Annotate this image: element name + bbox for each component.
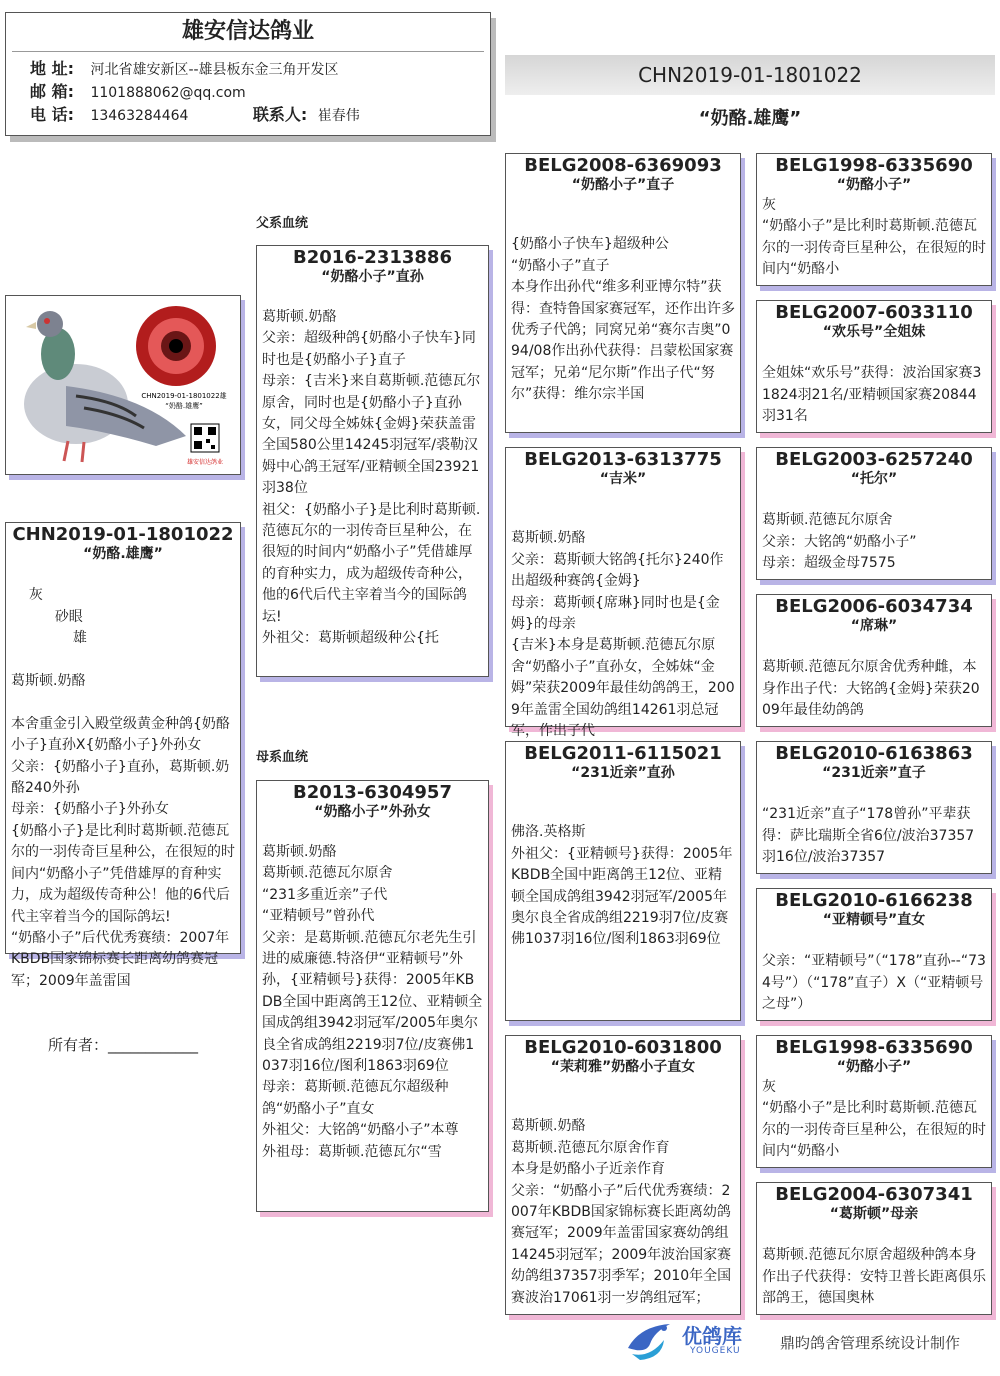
gen4-5-text: “231近亲”直子“178曾孙”平辈获得：萨比瑞斯全省6位/波治37357羽16位/波治37357 (762, 806, 975, 866)
subject-color: 灰 (28, 587, 43, 604)
farm-email-row (6, 81, 490, 104)
subject-sex: 雄 (72, 630, 87, 647)
owner-line: 所有者：____________ (48, 1036, 199, 1054)
gen4-8-text: 葛斯顿.范德瓦尔原舍超级种鸽本身作出子代获得：安特卫普长距离俱乐部鸽王，德国奥林 (762, 1247, 986, 1307)
gen3-card-4 (505, 1035, 741, 1315)
gen4-4-text: 葛斯顿.范德瓦尔原舍优秀种雌，本身作出子代：大铭鸽{金姆}荣获2009年最佳幼鸽鸽 (762, 659, 980, 719)
gen4-3-nick: “托尔” (850, 471, 898, 487)
gen3-1-text: {奶酪小子快车}超级种公 “奶酪小子”直子 本身作出孙代“维多利亚博尔特”获得：查特鲁国家赛冠军，还作出许多优秀子代鸽；同窝兄弟“赛尔吉奥”094/08作出孙代获得：吕蒙松国家赛冠军；兄弟“尼尔斯”作出子代“努尔”获得：维尔宗半国 (511, 236, 735, 403)
gen3-card-3 (505, 741, 741, 1021)
subject-text: 葛斯顿.奶酪 本舍重金引入殿堂级黄金种鸽{奶酪小子}直孙X{奶酪小子}外孙女 父亲：{奶酪小子}直孙，葛斯顿.奶酪240外孙 母亲：{奶酪小子}外孙女 {奶酪小子}是比利时葛斯顿.范德瓦尔的一羽传奇巨星种公，在很短的时间内“奶酪小子”凭借雄厚的育种实力，成为超级传奇种公！他的6代后代主宰着当今的国际鸽坛! “奶酪小子”后代优秀赛绩：2007年KBDB国家锦标赛长距离幼鸽赛冠军；2009年盖雷国 (11, 673, 235, 989)
subject-eye: 砂眼 (54, 608, 83, 625)
photo-ring-text: CHN2019-01-1801022雄 (141, 392, 227, 400)
subject-nick: “奶酪.雄鹰” (83, 546, 163, 562)
gen3-3-nick: “231近亲”直孙 (571, 765, 675, 781)
address-label: 地 址: (30, 59, 74, 78)
farm-address-row (6, 58, 490, 81)
phone-value: 13463284464 (90, 108, 189, 124)
gen4-5-nick: “231近亲”直子 (822, 765, 926, 781)
farm-info-box (5, 12, 491, 136)
gen4-card-3 (756, 447, 992, 580)
subject-card (5, 522, 241, 989)
gen4-1-nick: “奶酪小子” (836, 177, 912, 193)
gen4-card-8 (756, 1182, 992, 1315)
gen3-4-nick: “茉莉雅”奶酪小子直女 (550, 1059, 696, 1075)
pigeon-photo-box (5, 295, 241, 475)
dam-nick: “奶酪小子”外孙女 (314, 804, 431, 820)
gen3-4-text: 葛斯顿.奶酪 葛斯顿.范德瓦尔原舍作育 本身是奶酪小子近亲作育 父亲：“奶酪小子”后代优秀赛绩：2007年KBDB国家锦标赛长距离幼鸽赛冠军；2009年盖雷国家赛幼鸽组14245羽冠军；2009年波治国家赛幼鸽组37357羽季军；2010年全国赛波治17061羽一岁鸽组冠军； (511, 1118, 732, 1306)
yougeku-logo-icon (620, 1318, 680, 1366)
gen4-2-text: 全姐妹“欢乐号”获得：波治国家赛31824羽21名/亚精顿国家赛20844羽31名 (762, 365, 982, 425)
dam-ring: B2013-6304957 (293, 782, 452, 803)
farm-title: 雄安信达鸽业 (12, 13, 484, 52)
gen4-8-nick: “葛斯顿”母亲 (829, 1206, 919, 1222)
gen4-card-5 (756, 741, 992, 874)
subject-ring: CHN2019-01-1801022 (12, 524, 234, 545)
pigeon-photo (6, 296, 240, 474)
gen4-6-ring: BELG2010-6166238 (775, 890, 973, 911)
gen4-card-2 (756, 300, 992, 433)
gen4-card-1 (756, 153, 992, 286)
gen4-4-nick: “席琳” (850, 618, 898, 634)
address-value: 河北省雄安新区--雄县板东金三角开发区 (90, 62, 339, 78)
sire-nick: “奶酪小子”直孙 (321, 269, 424, 285)
gen4-7-nick: “奶酪小子” (836, 1059, 912, 1075)
email-label: 邮 箱: (30, 82, 74, 101)
sire-card (256, 245, 489, 677)
gen3-2-text: 葛斯顿.奶酪 父亲：葛斯顿大铭鸽{托尔}240作出超级种赛鸽{金姆} 母亲：葛斯顿{席琳}同时也是{金姆}的母亲 {吉米}本身是葛斯顿.范德瓦尔原舍“奶酪小子”直孙女，全姊妹“金姆”荣获2009年最佳幼鸽鸽王，2009年盖雷全国幼鸽组14261羽总冠军，作出子代 (511, 530, 735, 740)
main-ring-banner: CHN2019-01-1801022 (505, 55, 995, 95)
gen3-3-ring: BELG2011-6115021 (524, 743, 722, 764)
gen4-6-text: 父亲：“亚精顿号”（“178”直孙--“734号”）（“178”直子）X（“亚精顿号之母”） (762, 953, 986, 1013)
main-nickname: “奶酪.雄鹰” (698, 108, 802, 129)
gen4-7-ring: BELG1998-6335690 (775, 1037, 973, 1058)
contact-value: 崔春伟 (317, 108, 360, 124)
gen4-5-ring: BELG2010-6163863 (775, 743, 973, 764)
gen4-2-ring: BELG2007-6033110 (775, 302, 973, 323)
dam-section-label: 母系血统 (256, 750, 309, 765)
gen4-1-ring: BELG1998-6335690 (775, 155, 973, 176)
gen4-3-text: 葛斯顿.范德瓦尔原舍 父亲：大铭鸽“奶酪小子” 母亲：超级金母7575 (762, 512, 917, 572)
footer-credit: 鼎昀鸽舍管理系统设计制作 (780, 1334, 961, 1352)
gen4-7-text: 灰 “奶酪小子”是比利时葛斯顿.范德瓦尔的一羽传奇巨星种公，在很短的时间内“奶酪小 (762, 1079, 986, 1160)
dam-text: 葛斯顿.奶酪 葛斯顿.范德瓦尔原舍 “231多重近亲”子代 “亚精顿号”曾孙代 父亲：是葛斯顿.范德瓦尔老先生引进的威廉德.特洛伊“亚精顿号”外孙，{亚精顿号}获得：2005年KBDB全国中距离鸽王12位、亚精顿全国成鸽组3942羽冠军/2005年奥尔良全省成鸽组2219羽7位/皮赛佛1037羽16位/图利1863羽69位 母亲：葛斯顿.范德瓦尔超级种鸽“奶酪小子”直女 外祖父：大铭鸽“奶酪小子”本尊 外祖母：葛斯顿.范德瓦尔“雪 (262, 844, 483, 1160)
gen4-card-4 (756, 594, 992, 727)
gen4-card-7 (756, 1035, 992, 1168)
phone-label: 电 话: (30, 105, 74, 124)
dam-card (256, 780, 489, 1212)
sire-ring: B2016-2313886 (293, 247, 452, 268)
photo-brand: 雄安信达鸽业 (186, 459, 224, 466)
gen3-2-nick: “吉米” (599, 471, 647, 487)
gen4-2-nick: “欢乐号”全姐妹 (822, 324, 926, 340)
gen4-3-ring: BELG2003-6257240 (775, 449, 973, 470)
gen4-6-nick: “亚精顿号”直女 (822, 912, 926, 928)
subject-attrs (6, 564, 240, 671)
contact-label: 联系人: (252, 105, 308, 124)
email-value: 1101888062@qq.com (90, 85, 246, 101)
photo-nick-text: “奶酪.雄鹰” (165, 402, 203, 410)
gen4-8-ring: BELG2004-6307341 (775, 1184, 973, 1205)
sire-section-label: 父系血统 (256, 216, 309, 231)
gen3-4-ring: BELG2010-6031800 (524, 1037, 722, 1058)
gen3-card-1 (505, 153, 741, 433)
sire-text: 葛斯顿.奶酪 父亲：超级种鸽{奶酪小子快车}同时也是{奶酪小子}直子 母亲：{吉米}来自葛斯顿.范德瓦尔原舍，同时也是{奶酪小子}直孙女，同父母全姊妹{金姆}荣获盖雷全国580公里14245羽冠军/裘勒汉姆中心鸽王冠军/亚精顿全国23921羽38位 祖父：{奶酪小子}是比利时葛斯顿.范德瓦尔的一羽传奇巨星种公，在很短的时间内“奶酪小子”凭借雄厚的育种实力，成为超级传奇种公，他的6代后代主宰着当今的国际鸽坛! 外祖父：葛斯顿超级种公{托 (262, 309, 481, 647)
gen4-4-ring: BELG2006-6034734 (775, 596, 973, 617)
gen3-1-ring: BELG2008-6369093 (524, 155, 722, 176)
gen3-1-nick: “奶酪小子”直子 (571, 177, 675, 193)
gen3-2-ring: BELG2013-6313775 (524, 449, 722, 470)
gen3-card-2 (505, 447, 741, 740)
footer-logo-text: 优鸽库 (682, 1324, 742, 1348)
gen3-3-text: 佛洛.英格斯 外祖父：{亚精顿号}获得：2005年KBDB全国中距离鸽王12位、亚精顿全国成鸽组3942羽冠军/2005年奥尔良全省成鸽组2219羽7位/皮赛佛1037羽16位/图利1863羽69位 (511, 824, 733, 948)
gen4-card-6 (756, 888, 992, 1021)
footer (620, 1318, 1000, 1368)
footer-logo-sub: YOUGEKU (690, 1346, 741, 1356)
farm-phone-row (6, 104, 490, 127)
gen4-1-text: 灰 “奶酪小子”是比利时葛斯顿.范德瓦尔的一羽传奇巨星种公，在很短的时间内“奶酪小 (762, 197, 986, 278)
